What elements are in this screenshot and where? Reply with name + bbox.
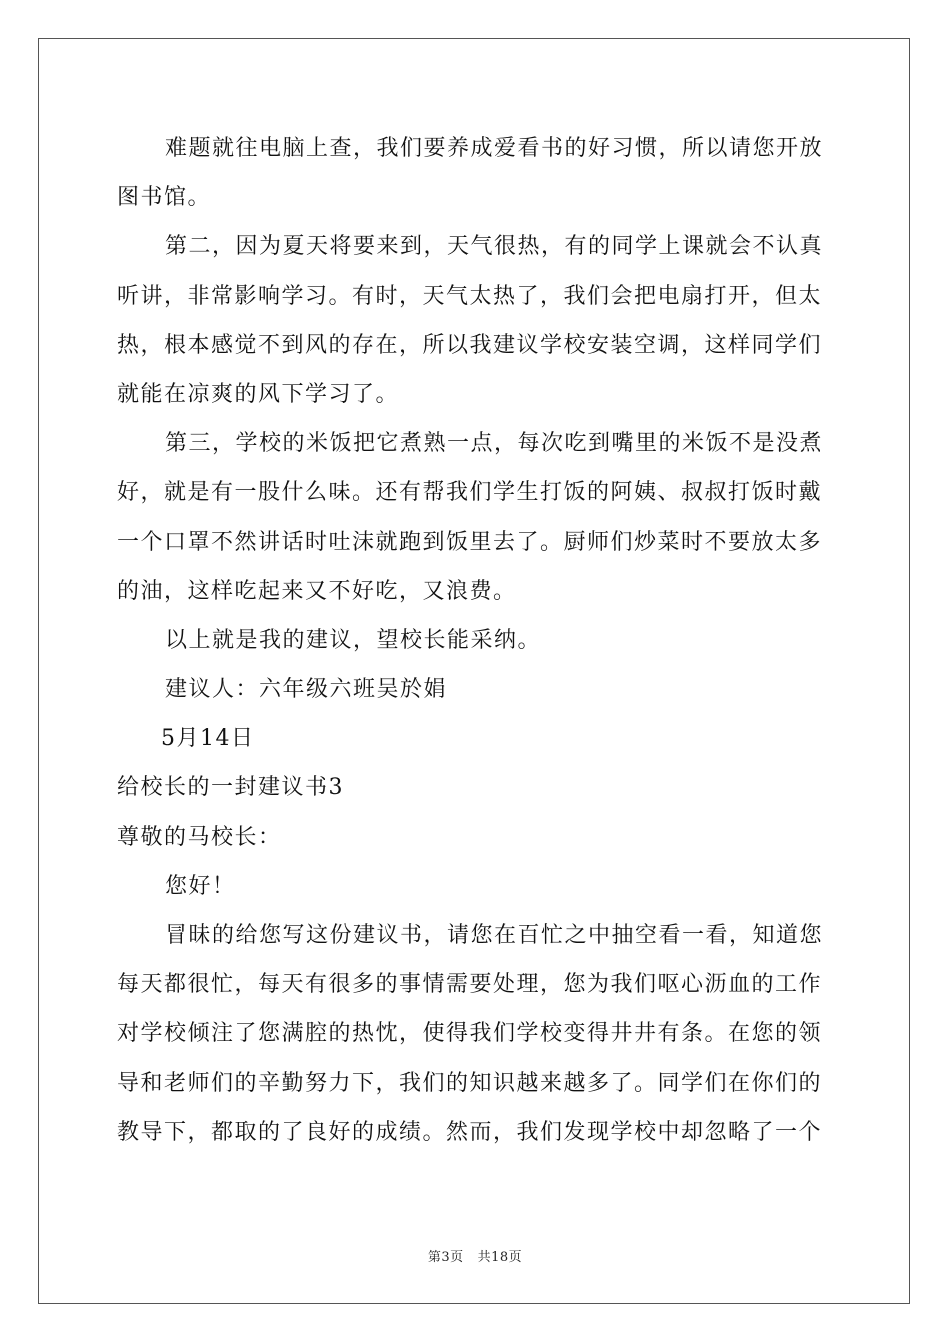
date-line: 5月14日 xyxy=(161,726,255,752)
paragraph-line: 教导下，都取的了良好的成绩。然而，我们发现学校中却忽略了一个 xyxy=(117,1119,823,1145)
paragraph-line: 难题就往电脑上查，我们要养成爱看书的好习惯，所以请您开放 xyxy=(165,136,824,161)
page-number: 第3页 xyxy=(427,1250,464,1265)
paragraph-line: 每天都很忙，每天有很多的事情需要处理，您为我们呕心沥血的工作 xyxy=(117,972,823,998)
paragraph-line: 就能在凉爽的风下学习了。 xyxy=(117,381,400,407)
page-footer xyxy=(0,1246,950,1265)
signature-line: 建议人：六年级六班吴於娟 xyxy=(165,677,448,703)
paragraph-line: 的油，这样吃起来又不好吃，又浪费。 xyxy=(117,578,517,604)
paragraph-line: 一个口罩不然讲话时吐沫就跑到饭里去了。厨师们炒菜时不要放太多 xyxy=(117,529,823,555)
document-body xyxy=(117,124,837,1157)
paragraph-line: 听讲，非常影响学习。有时，天气太热了，我们会把电扇打开，但太 xyxy=(117,283,823,309)
closing-line: 以上就是我的建议，望校长能采纳。 xyxy=(165,627,542,653)
paragraph-line: 热，根本感觉不到风的存在，所以我建议学校安装空调，这样同学们 xyxy=(117,332,823,358)
paragraph-line: 冒昧的给您写这份建议书，请您在百忙之中抽空看一看，知道您 xyxy=(165,923,824,948)
section-title: 给校长的一封建议书3 xyxy=(117,775,344,801)
paragraph-line: 图书馆。 xyxy=(117,185,212,211)
paragraph-line: 第三，学校的米饭把它煮熟一点，每次吃到嘴里的米饭不是没煮 xyxy=(165,431,824,457)
paragraph-line: 第二，因为夏天将要来到，天气很热，有的同学上课就会不认真 xyxy=(165,234,824,260)
salutation-line: 尊敬的马校长： xyxy=(117,824,282,850)
paragraph-line: 导和老师们的辛勤努力下，我们的知识越来越多了。同学们在你们的 xyxy=(117,1070,823,1096)
greeting-line: 您好！ xyxy=(165,873,236,899)
paragraph-line: 对学校倾注了您满腔的热忱，使得我们学校变得井井有条。在您的领 xyxy=(117,1021,823,1047)
paragraph-line: 好，就是有一股什么味。还有帮我们学生打饭的阿姨、叔叔打饭时戴 xyxy=(117,480,823,506)
page-total: 共18页 xyxy=(477,1250,523,1265)
